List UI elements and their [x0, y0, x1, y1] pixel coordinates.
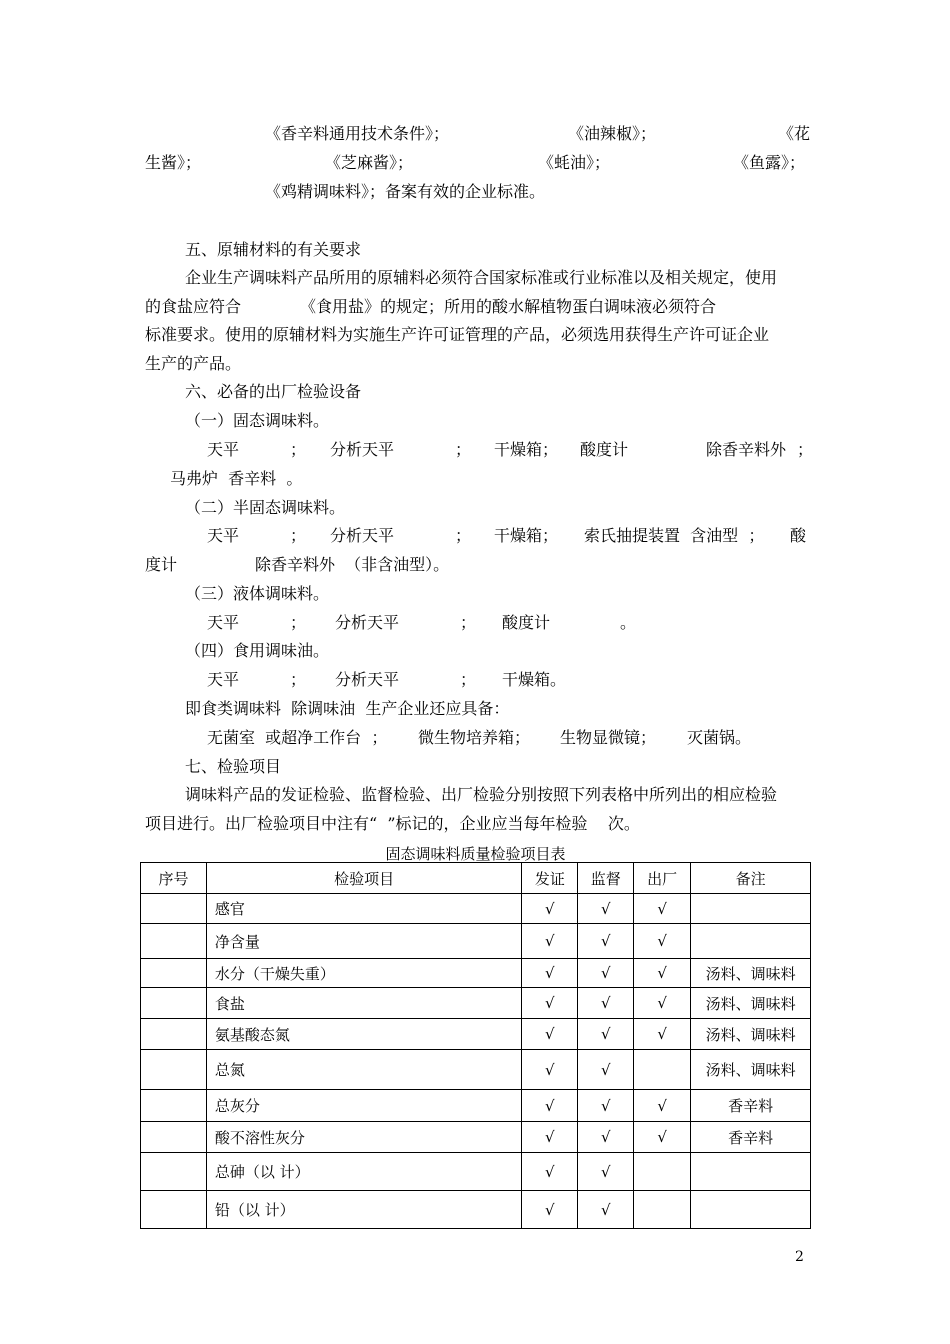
table-row	[141, 924, 811, 959]
standard-peanut-start: 《花	[778, 124, 811, 143]
equip-ph-meter-end: 度计	[145, 555, 178, 574]
equip-drying-oven: 干燥箱。	[502, 670, 567, 689]
cell-no	[141, 924, 207, 959]
equip-balance: 天平	[207, 526, 240, 545]
table-row	[141, 988, 811, 1019]
section-5-line-4: 生产的产品。	[145, 354, 242, 373]
equip-ph-meter: 酸度计	[580, 440, 629, 459]
cell-factory: √	[634, 1090, 691, 1122]
section-5-line-2b: 《食用盐》的规定；所用的酸水解植物蛋白调味液必须符合	[300, 297, 717, 316]
equip-incubator: 微生物培养箱；	[418, 728, 531, 747]
cell-no	[141, 959, 207, 988]
cell-supervision: √	[578, 924, 634, 959]
cell-no	[141, 894, 207, 924]
equip-sep: ；	[290, 670, 307, 689]
equip-drying-oven: 干燥箱；	[494, 526, 559, 545]
table-row	[141, 894, 811, 924]
cell-remarks: 香辛料	[691, 1122, 811, 1153]
cell-certification: √	[522, 894, 578, 924]
page-number: 2	[795, 1249, 804, 1265]
section-7-title: 七、检验项目	[185, 757, 282, 776]
equip-analytical-balance: 分析天平	[335, 613, 400, 632]
cell-supervision: √	[578, 1050, 634, 1090]
equip-balance: 天平	[207, 613, 240, 632]
equip-end: 。	[620, 613, 637, 632]
cell-remarks: 汤料、调味料	[691, 988, 811, 1019]
cell-certification: √	[522, 1019, 578, 1050]
equip-sep: ；	[455, 526, 472, 545]
cell-no	[141, 1122, 207, 1153]
equip-analytical-balance: 分析天平	[330, 526, 395, 545]
cell-remarks	[691, 924, 811, 959]
cell-certification: √	[522, 1090, 578, 1122]
cell-item: 水分（干燥失重）	[206, 959, 521, 988]
cell-factory	[634, 1153, 691, 1191]
section-7-line-2: 项目进行。出厂检验项目中注有“ ”标记的，企业应当每年检验 次。	[145, 814, 640, 833]
cell-remarks: 汤料、调味料	[691, 1050, 811, 1090]
cell-remarks	[691, 1153, 811, 1191]
standard-chicken-essence: 《鸡精调味料》；备案有效的企业标准。	[265, 182, 546, 201]
cell-factory: √	[634, 959, 691, 988]
cell-certification: √	[522, 1122, 578, 1153]
table-row	[141, 959, 811, 988]
cell-item: 铅（以 计）	[206, 1191, 521, 1229]
cell-no	[141, 1153, 207, 1191]
cell-item: 总灰分	[206, 1090, 521, 1122]
cell-factory: √	[634, 894, 691, 924]
cell-certification: √	[522, 1191, 578, 1229]
cell-factory: √	[634, 1122, 691, 1153]
table-row	[141, 1191, 811, 1229]
section-7-line-1: 调味料产品的发证检验、监督检验、出厂检验分别按照下列表格中所列出的相应检验	[185, 785, 778, 804]
equip-clean-room: 无菌室 或超净工作台 ；	[207, 728, 388, 747]
cell-no	[141, 1191, 207, 1229]
subsection-oil: （四）食用调味油。	[185, 641, 330, 660]
cell-factory	[634, 1050, 691, 1090]
equip-sep: ；	[797, 440, 814, 459]
header-no: 序号	[141, 863, 207, 894]
cell-supervision: √	[578, 1090, 634, 1122]
equip-analytical-balance: 分析天平	[330, 440, 395, 459]
equip-ph-meter: 酸度计	[502, 613, 551, 632]
cell-no	[141, 1050, 207, 1090]
cell-certification: √	[522, 924, 578, 959]
section-6-title: 六、必备的出厂检验设备	[185, 382, 362, 401]
equip-sep: ；	[290, 526, 307, 545]
cell-supervision: √	[578, 1153, 634, 1191]
standard-chili-oil: 《油辣椒》；	[568, 124, 657, 143]
header-factory: 出厂	[634, 863, 691, 894]
equip-note: 除香辛料外	[706, 440, 787, 459]
cell-supervision: √	[578, 1191, 634, 1229]
equip-balance: 天平	[207, 440, 240, 459]
cell-item: 食盐	[206, 988, 521, 1019]
subsection-liquid: （三）液体调味料。	[185, 584, 330, 603]
cell-item: 感官	[206, 894, 521, 924]
equip-sep: ；	[290, 440, 307, 459]
equip-analytical-balance: 分析天平	[335, 670, 400, 689]
standard-oyster: 《蚝油》；	[538, 153, 611, 172]
equip-microscope: 生物显微镜；	[560, 728, 657, 747]
cell-item: 净含量	[206, 924, 521, 959]
equip-soxhlet: 索氏抽提装置 含油型 ；	[584, 526, 765, 545]
table-row	[141, 1019, 811, 1050]
cell-no	[141, 1090, 207, 1122]
header-remarks: 备注	[691, 863, 811, 894]
cell-supervision: √	[578, 1019, 634, 1050]
subsection-semisolid: （二）半固态调味料。	[185, 498, 346, 517]
cell-supervision: √	[578, 959, 634, 988]
cell-factory	[634, 1191, 691, 1229]
equip-sep: ；	[455, 440, 472, 459]
header-item: 检验项目	[206, 863, 521, 894]
cell-no	[141, 1019, 207, 1050]
cell-item: 酸不溶性灰分	[206, 1122, 521, 1153]
cell-remarks	[691, 894, 811, 924]
equip-drying-oven: 干燥箱；	[494, 440, 559, 459]
inspection-items-table	[140, 862, 811, 1229]
table-row	[141, 1050, 811, 1090]
equip-note: 除香辛料外 （非含油型）。	[255, 555, 450, 574]
instant-requirement: 即食类调味料 除调味油 生产企业还应具备：	[185, 699, 510, 718]
cell-item: 氨基酸态氮	[206, 1019, 521, 1050]
table-row	[141, 1153, 811, 1191]
table-caption: 固态调味料质量检验项目表	[385, 845, 566, 863]
cell-supervision: √	[578, 1122, 634, 1153]
cell-factory: √	[634, 924, 691, 959]
subsection-solid: （一）固态调味料。	[185, 411, 330, 430]
cell-remarks: 汤料、调味料	[691, 1019, 811, 1050]
cell-supervision: √	[578, 988, 634, 1019]
cell-remarks	[691, 1191, 811, 1229]
equip-sep: ；	[460, 670, 477, 689]
table-row	[141, 1090, 811, 1122]
section-5-line-2a: 的食盐应符合	[145, 297, 242, 316]
equip-ph-meter-start: 酸	[790, 526, 807, 545]
cell-certification: √	[522, 988, 578, 1019]
header-supervision: 监督	[578, 863, 634, 894]
header-certification: 发证	[522, 863, 578, 894]
cell-factory: √	[634, 988, 691, 1019]
equip-balance: 天平	[207, 670, 240, 689]
section-5-line-1: 企业生产调味料产品所用的原辅料必须符合国家标准或行业标准以及相关规定，使用	[185, 268, 778, 287]
table-header-row	[141, 863, 811, 894]
standard-fish-sauce: 《鱼露》；	[733, 153, 806, 172]
equip-sep: ；	[460, 613, 477, 632]
cell-item: 总氮	[206, 1050, 521, 1090]
equip-muffle-furnace: 马弗炉 香辛料 。	[170, 469, 303, 488]
cell-supervision: √	[578, 894, 634, 924]
equip-sterilizer: 灭菌锅。	[687, 728, 752, 747]
standard-sesame: 《芝麻酱》；	[325, 153, 414, 172]
section-5-title: 五、原辅材料的有关要求	[185, 240, 362, 259]
standard-peanut-end: 生酱》；	[145, 153, 202, 172]
equip-sep: ；	[290, 613, 307, 632]
cell-factory: √	[634, 1019, 691, 1050]
cell-remarks: 汤料、调味料	[691, 959, 811, 988]
cell-certification: √	[522, 1050, 578, 1090]
cell-item: 总砷（以 计）	[206, 1153, 521, 1191]
cell-certification: √	[522, 1153, 578, 1191]
section-5-line-3: 标准要求。使用的原辅材料为实施生产许可证管理的产品，必须选用获得生产许可证企业	[145, 325, 770, 344]
table-row	[141, 1122, 811, 1153]
standard-spices: 《香辛料通用技术条件》；	[265, 124, 450, 143]
cell-certification: √	[522, 959, 578, 988]
cell-no	[141, 988, 207, 1019]
cell-remarks: 香辛料	[691, 1090, 811, 1122]
